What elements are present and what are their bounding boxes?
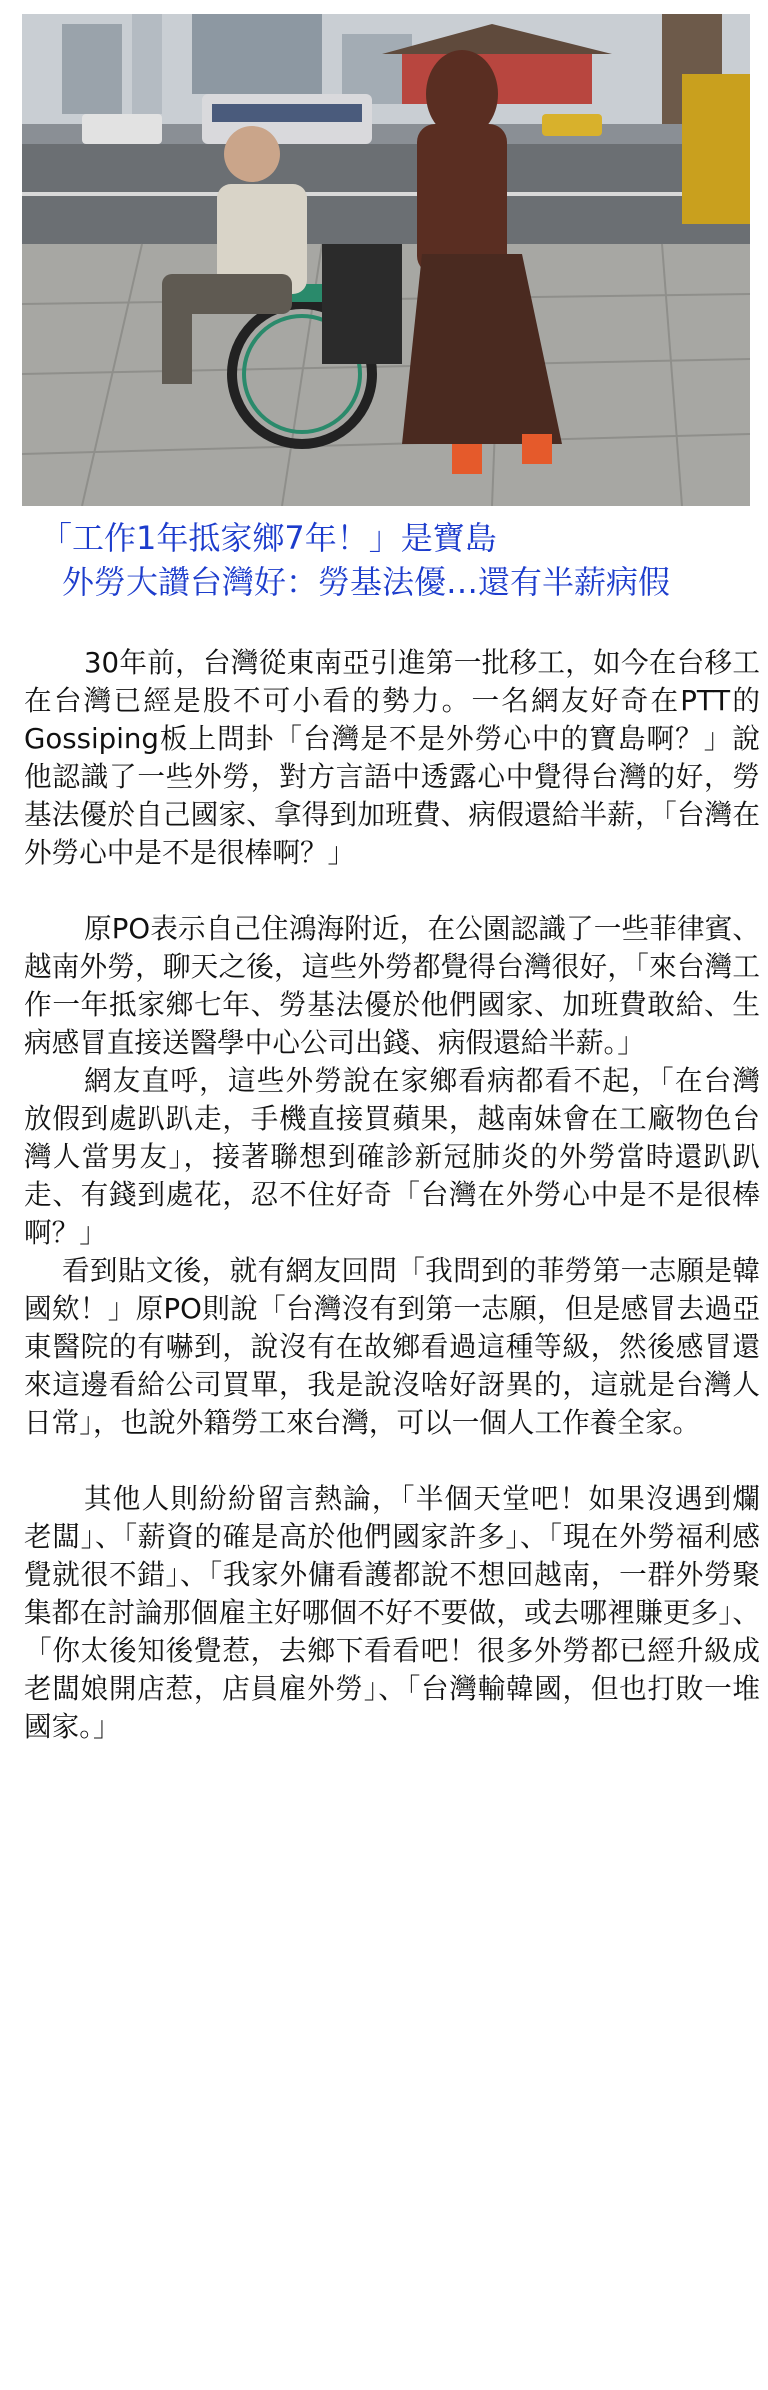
paragraph-4: 看到貼文後，就有網友回問「我問到的菲勞第一志願是韓國欸！」原PO則說「台灣沒有到第一志願，但是感冒去過亞東醫院的有嚇到，說沒有在故鄉看過這種等級，然後感冒還來這邊看給公司買單，我是說沒啥好訝異的，這就是台灣人日常」，也說外籍勞工來台灣，可以一個人工作養全家。 bbox=[24, 1254, 760, 1439]
paragraph-3: 網友直呼，這些外勞說在家鄉看病都看不起，「在台灣放假到處趴趴走，手機直接買蘋果，越南妹會在工廠物色台灣人當男友」，接著聯想到確診新冠肺炎的外勞當時還趴趴走、有錢到處花，忍不住好奇「台灣在外勞心中是不是很棒啊？」 bbox=[24, 1064, 760, 1249]
paragraph-gap bbox=[24, 872, 760, 910]
headline-line-1: 「工作1年抵家鄉7年！」是寶島 bbox=[40, 519, 497, 557]
photo-wheelchair-street-icon bbox=[22, 14, 750, 506]
article-headline bbox=[22, 516, 752, 604]
paragraph-5: 其他人則紛紛留言熱論，「半個天堂吧！如果沒遇到爛老闆」、「薪資的確是高於他們國家許多」、「現在外勞福利感覺就很不錯」、「我家外傭看護都說不想回越南，一群外勞聚集都在討論那個雇主好哪個不好不要做，或去哪裡賺更多」、「你太後知後覺惹，去鄉下看看吧！很多外勞都已經升級成老闆娘開店惹，店員雇外勞」、「台灣輸韓國，但也打敗一堆國家。」 bbox=[24, 1482, 760, 1743]
paragraph-gap bbox=[24, 1442, 760, 1480]
headline-line-2: 外勞大讚台灣好：勞基法優…還有半薪病假 bbox=[62, 563, 671, 601]
paragraph-2: 原PO表示自己住鴻海附近，在公園認識了一些菲律賓、越南外勞，聊天之後，這些外勞都覺得台灣很好，「來台灣工作一年抵家鄉七年、勞基法優於他們國家、加班費敢給、生病感冒直接送醫學中心公司出錢、病假還給半薪。」 bbox=[24, 912, 760, 1059]
article-photo bbox=[22, 14, 750, 506]
article-body bbox=[24, 644, 760, 1746]
paragraph-1: 30年前，台灣從東南亞引進第一批移工，如今在台移工在台灣已經是股不可小看的勢力。一名網友好奇在PTT的Gossiping板上問卦「台灣是不是外勞心中的寶島啊？」說他認識了一些外勞，對方言語中透露心中覺得台灣的好，勞基法優於自己國家、拿得到加班費、病假還給半薪，「台灣在外勞心中是不是很棒啊？」 bbox=[24, 646, 760, 869]
